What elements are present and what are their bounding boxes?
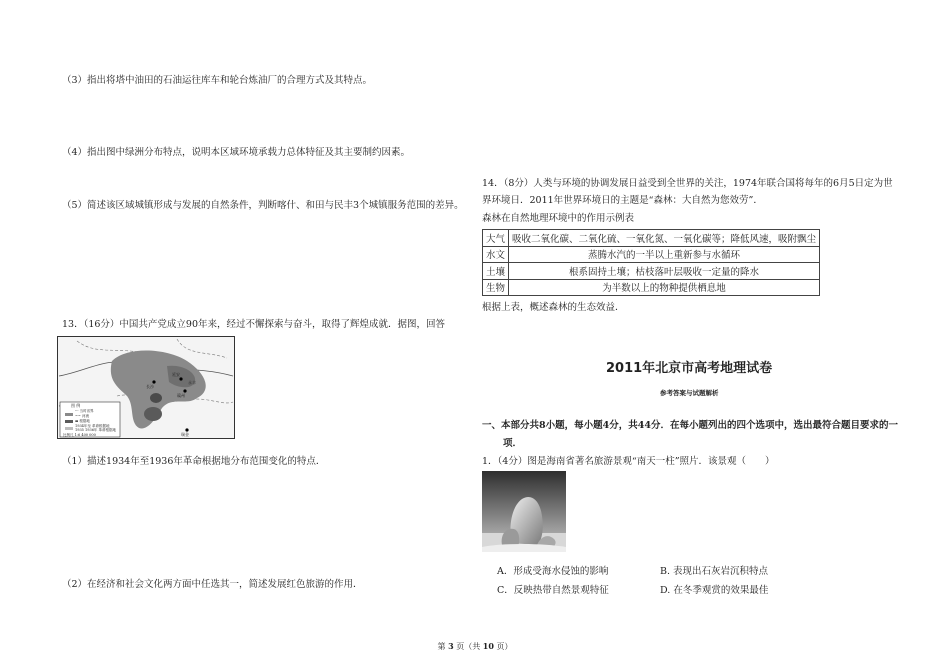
table-row: [483, 230, 820, 247]
option-b: B. 表现出石灰岩沉积特点: [660, 566, 769, 577]
map-place-label: 永丰: [188, 380, 196, 385]
footer-mid: 页（共: [456, 642, 481, 651]
question-12-5: （5）简述该区域城镇形成与发展的自然条件，判断喀什、和田与民丰3个城镇服务范围的差异。: [62, 200, 464, 211]
question-1: 1．（4分）图是海南省著名旅游景观“南天一柱”照片．该景观（ ）: [482, 456, 775, 467]
map-place-label: 赣州: [177, 393, 185, 398]
page-footer: [0, 641, 950, 652]
map-place-label: 长沙: [146, 384, 154, 389]
map-legend-item: ▬ 根据地: [75, 419, 90, 423]
page-number: 3: [448, 641, 454, 651]
footer-suffix: 页）: [496, 642, 513, 651]
table-row: [483, 263, 820, 280]
tianya-pillar-photo: [482, 471, 566, 556]
forest-effects-table: [482, 229, 820, 296]
question-14-tail: 根据上表，概述森林的生态效益．: [482, 302, 625, 313]
map-legend-item: --- 当时省界: [75, 409, 94, 413]
table-cell-effect: 蒸腾水汽的一半以上重新参与水循环: [509, 246, 820, 263]
option-d: D. 在冬季观赏的效果最佳: [660, 585, 769, 596]
table-cell-effect: 为半数以上的物种提供栖息地: [509, 279, 820, 296]
table-cell-category: 水文: [483, 246, 509, 263]
table-caption: 森林在自然地理环境中的作用示例表: [482, 213, 635, 224]
table-cell-category: 生物: [483, 279, 509, 296]
map-legend-title: 图 例: [71, 403, 81, 408]
map-place-label: 瑞金: [181, 432, 189, 437]
option-c: C．反映热带自然景观特征: [497, 585, 609, 596]
total-pages: 10: [482, 641, 494, 651]
table-cell-effect: 吸收二氧化碳、二氧化硫、一氧化氮、一氧化碳等；降低风速，吸附飘尘: [509, 230, 820, 247]
question-14-line1: 14．（8分）人类与环境的协调发展日益受到全世界的关注，1974年联合国将每年的6月5日定为世: [482, 178, 893, 189]
question-13: 13．（16分）中国共产党成立90年来，经过不懈探索与奋斗，取得了辉煌成就．据图，回答: [62, 319, 446, 330]
table-cell-category: 大气: [483, 230, 509, 247]
question-12-3: （3）指出将塔中油田的石油运往库车和轮台炼油厂的合理方式及其特点。: [62, 75, 373, 86]
revolution-base-map: [57, 336, 235, 443]
section-1-line2: 项．: [503, 438, 523, 449]
question-13-2: （2）在经济和社会文化两方面中任选其一，简述发展红色旅游的作用．: [62, 579, 363, 590]
answer-subtitle: 参考答案与试题解析: [660, 389, 719, 397]
footer-prefix: 第: [437, 642, 446, 651]
question-12-4: （4）指出图中绿洲分布特点，说明本区域环境承载力总体特征及其主要制约因素。: [62, 147, 411, 158]
map-scale: 比例尺 1:6 400 000: [63, 433, 96, 437]
option-a: A．形成受海水侵蚀的影响: [497, 566, 609, 577]
map-place-label: 延安: [172, 372, 180, 377]
question-14-line2: 界环境日．2011年世界环境日的主题是“森林：大自然为您效劳”．: [482, 195, 763, 206]
map-legend-item: 1935 1936年 革命根据地: [75, 428, 117, 432]
answer-title: 2011年北京市高考地理试卷: [606, 361, 773, 376]
section-1-line1: 一、本部分共8小题，每小题4分，共44分．在每小题列出的四个选项中，选出最符合题目要求的一: [482, 420, 898, 431]
table-row: [483, 279, 820, 296]
map-legend-item: ~~ 河流: [75, 414, 89, 418]
table-cell-category: 土壤: [483, 263, 509, 280]
question-13-1: （1）描述1934年至1936年革命根据地分布范围变化的特点．: [62, 456, 326, 467]
table-cell-effect: 根系固持土壤；枯枝落叶层吸收一定量的降水: [509, 263, 820, 280]
map-legend-item: 1934年至 革命根据地: [75, 424, 110, 428]
table-row: [483, 246, 820, 263]
